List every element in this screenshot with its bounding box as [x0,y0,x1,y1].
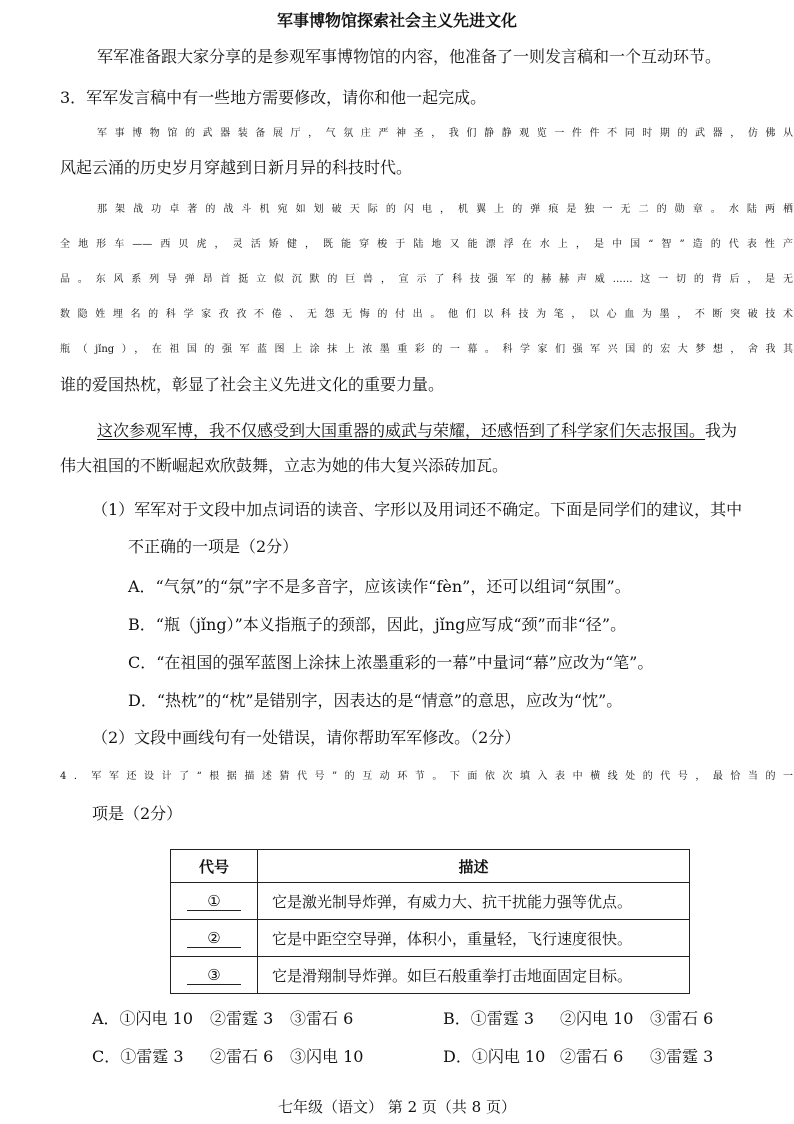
passage-p1-line2: 风起云涌的历史岁月穿越到日新月异的科技时代。 [60,158,413,177]
option-c: C．“在祖国的强军蓝图上涂抹上浓墨重彩的一幕”中量词“幕”应改为“笔”。 [128,653,654,672]
page-title: 军事博物馆探索社会主义先进文化 [276,11,517,30]
choice-a-3: ③雷石 6 [290,1009,354,1028]
passage-p2-line6: 谁的爱国热枕，彰显了社会主义先进文化的重要力量。 [60,375,445,394]
passage-p2-line1: 那架战功卓著的战斗机宛如划破天际的闪电，机翼上的弹痕是独一无二的勋章。水陆两栖 [97,204,793,215]
passage-p3-line2: 伟大祖国的不断崛起欢欣鼓舞，立志为她的伟大复兴添砖加瓦。 [60,456,509,475]
code-blank: ③ [187,966,241,985]
sub-question-2: （2）文段中画线句有一处错误，请你帮助军军修改。（2分） [92,728,521,747]
table-row [171,883,690,920]
option-d: D．“热枕”的“枕”是错别字，因表达的是“情意”的意思，应改为“忱”。 [128,691,623,710]
table-header-code: 代号 [171,850,258,883]
choice-a-2: ②雷霆 3 [210,1009,274,1028]
sub-question-1: （1）军军对于文段中加点词语的读音、字形以及用词还不确定。下面是同学们的建议，其中 [92,500,743,519]
choice-c-3: ③闪电 10 [290,1047,364,1066]
choice-d-1: D．①闪电 10 [443,1047,546,1066]
passage-p2-line3: 品。东风系列导弹昂首挺立似沉默的巨兽，宣示了科技强军的赫赫声威……这一切的背后，是无 [60,274,793,285]
table-header-desc: 描述 [258,850,690,883]
description-cell: 它是激光制导炸弹，有威力大、抗干扰能力强等优点。 [258,883,690,920]
option-a: A．“气氛”的“氛”字不是多音字，应该读作“fèn”，还可以组词“氛围”。 [128,577,631,596]
choice-c-1: C．①雷霆 3 [92,1047,184,1066]
choice-b-1: B．①雷霆 3 [443,1009,535,1028]
table-row [171,920,690,957]
passage-p2-line2: 全地形车——西贝虎，灵活矫健，既能穿梭于陆地又能漂浮在水上，是中国“智”造的代表性产 [60,239,793,250]
description-cell: 它是滑翔制导炸弹。如巨石般重拳打击地面固定目标。 [258,957,690,994]
code-description-table [170,849,690,994]
choice-d-3: ③雷霆 3 [650,1047,714,1066]
page-footer: 七年级（语文） 第 2 页（共 8 页） [278,1098,516,1116]
underlined-sentence: 这次参观军博，我不仅感受到大国重器的威武与荣耀，还感悟到了科学家们矢志报国。 [97,421,706,440]
choice-c-2: ②雷石 6 [210,1047,274,1066]
intro-text: 军军准备跟大家分享的是参观军事博物馆的内容，他准备了一则发言稿和一个互动环节。 [97,47,722,66]
sub-question-1-cont: 不正确的一项是（2分） [128,537,299,556]
passage-p3-line1: 这次参观军博，我不仅感受到大国重器的威武与荣耀，还感悟到了科学家们矢志报国。我为 [97,421,738,440]
table-row [171,957,690,994]
choice-b-3: ③雷石 6 [650,1009,714,1028]
code-blank: ① [187,892,241,911]
question-4-stem-cont: 项是（2分） [92,804,183,823]
question-3-stem: 3．军军发言稿中有一些地方需要修改，请你和他一起完成。 [60,88,487,107]
passage-p1-line1: 军事博物馆的武器装备展厅，气氛庄严神圣，我们静静观览一件件不同时期的武器，仿佛从 [97,128,793,139]
passage-p2-line5: 瓶（jǐng），在祖国的强军蓝图上涂抹上浓墨重彩的一幕。科学家们强军兴国的宏大梦想，舍我其 [60,344,793,355]
choice-a-1: A．①闪电 10 [92,1009,194,1028]
choice-d-2: ②雷石 6 [560,1047,624,1066]
choice-b-2: ②闪电 10 [560,1009,634,1028]
code-blank: ② [187,929,241,948]
table-header-row [171,850,690,883]
option-b: B．“瓶（jǐng）”本义指瓶子的颈部，因此，jǐng应写成“颈”而非“径”。 [128,615,627,634]
passage-p2-line4: 数隐姓埋名的科学家孜孜不倦、无怨无悔的付出。他们以科技为笔，以心血为墨，不断突破技术 [60,309,793,320]
description-cell: 它是中距空空导弹，体积小，重量轻，飞行速度很快。 [258,920,690,957]
question-4-stem: 4．军军还设计了“根据描述猜代号”的互动环节。下面依次填入表中横线处的代号，最恰当的一 [60,771,793,782]
